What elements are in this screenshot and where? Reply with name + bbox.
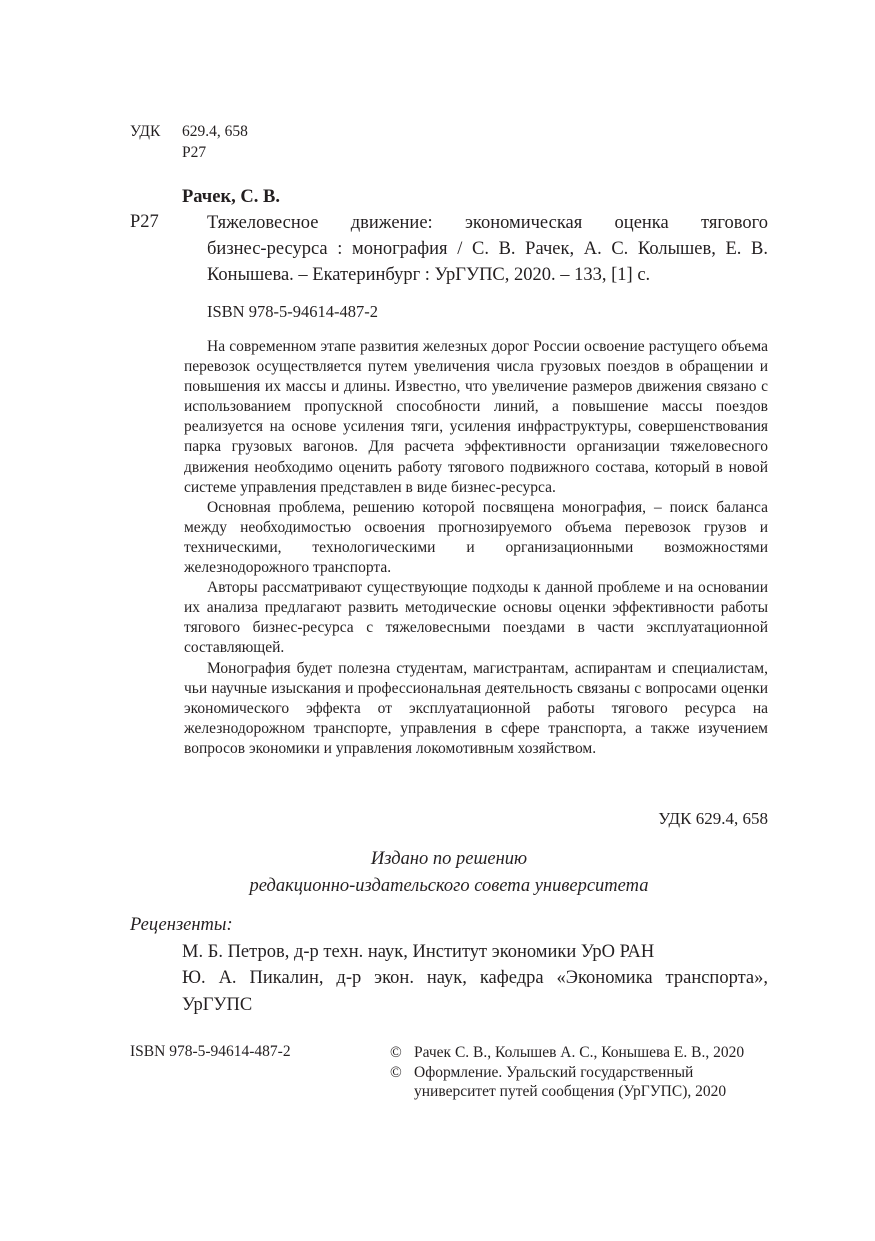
reviewer-entry: Ю. А. Пикалин, д-р экон. наук, кафедра «Экономика транспорта», УрГУПС — [182, 968, 768, 1015]
copyright-block — [390, 1043, 770, 1102]
reviewers-label: Рецензенты: — [130, 915, 233, 935]
author-mark: Р27 — [182, 144, 207, 161]
udk-label: УДК — [130, 123, 161, 140]
copyright-icon: © — [390, 1044, 402, 1061]
isbn-bib: ISBN 978-5-94614-487-2 — [207, 302, 378, 321]
udk-footer: УДК 629.4, 658 — [658, 809, 768, 828]
copyright-text: Рачек С. В., Колышев А. С., Конышева Е. В., 2020 — [414, 1044, 745, 1061]
copyright-icon: © — [390, 1063, 402, 1081]
reviewer-entry: М. Б. Петров, д-р техн. наук, Институт экономики УрО РАН — [182, 942, 655, 962]
author-mark-bib: Р27 — [130, 212, 159, 232]
copyright-text: Оформление. Уральский государственный университет путей сообщения (УрГУПС), 2020 — [414, 1063, 727, 1100]
abstract — [184, 337, 768, 759]
bibliographic-record — [207, 210, 768, 288]
udk-code: 629.4, 658 — [182, 123, 248, 140]
abstract-paragraph: На современном этапе развития железных дорог России освоение растущего объема перевозок осуществляется путем увеличения числа грузовых поездов в обращении и повышения их массы и длины. Известно, что увеличение размеров движения связано с использованием пропускной способности линий, а повышение массы поездов реализуется на основе усиления тяги, усиления инфраструктуры, совершенствования парка грузовых вагонов. Для расчета эффективности организации тяжеловесного движения необходимо оценить работу тягового подвижного состава, который в новой системе управления представлен в виде бизнес-ресурса. — [184, 338, 768, 496]
abstract-paragraph: Авторы рассматривают существующие подходы к данной проблеме и на основании их анализа предлагают развить методические основы оценки эффективности работы тягового бизнес-ресурса с тяжеловесными поездами в части эксплуатационной составляющей. — [184, 579, 768, 657]
udk-header — [130, 121, 248, 163]
abstract-paragraph: Монография будет полезна студентам, магистрантам, аспирантам и специалистам, чьи научные изыскания и профессиональная деятельность связаны с вопросами оценки экономического эффекта от эксплуатационной работы тягового ресурса на железнодорожном транспорте, управления в сфере транспорта, а также изучением вопросов экономики и управления локомотивным хозяйством. — [184, 659, 768, 757]
reviewers-list — [182, 939, 768, 1018]
copyright-entry — [390, 1063, 770, 1102]
abstract-paragraph: Основная проблема, решению которой посвящена монография, – поиск баланса между необходимостью освоения прогнозируемого объема перевозок грузов и техническими, технологическими и организационными возможностями железнодорожного транспорта. — [184, 498, 768, 577]
isbn-footer: ISBN 978-5-94614-487-2 — [130, 1043, 291, 1060]
publication-note-line: Издано по решению — [370, 849, 528, 869]
copyright-entry — [390, 1043, 770, 1063]
publication-note — [130, 846, 768, 900]
publication-note-line: редакционно-издательского совета университета — [249, 876, 649, 896]
author-heading: Рачек, С. В. — [182, 187, 280, 207]
bib-description: бизнес-ресурса : монография / С. В. Рачек, А. С. Колышев, Е. В. Конышева. – Екатеринбург : УрГУПС, 2020. – 133, [1] с. — [207, 239, 768, 285]
bib-title-line: Тяжеловесное движение: экономическая оценка тягового — [207, 213, 768, 233]
